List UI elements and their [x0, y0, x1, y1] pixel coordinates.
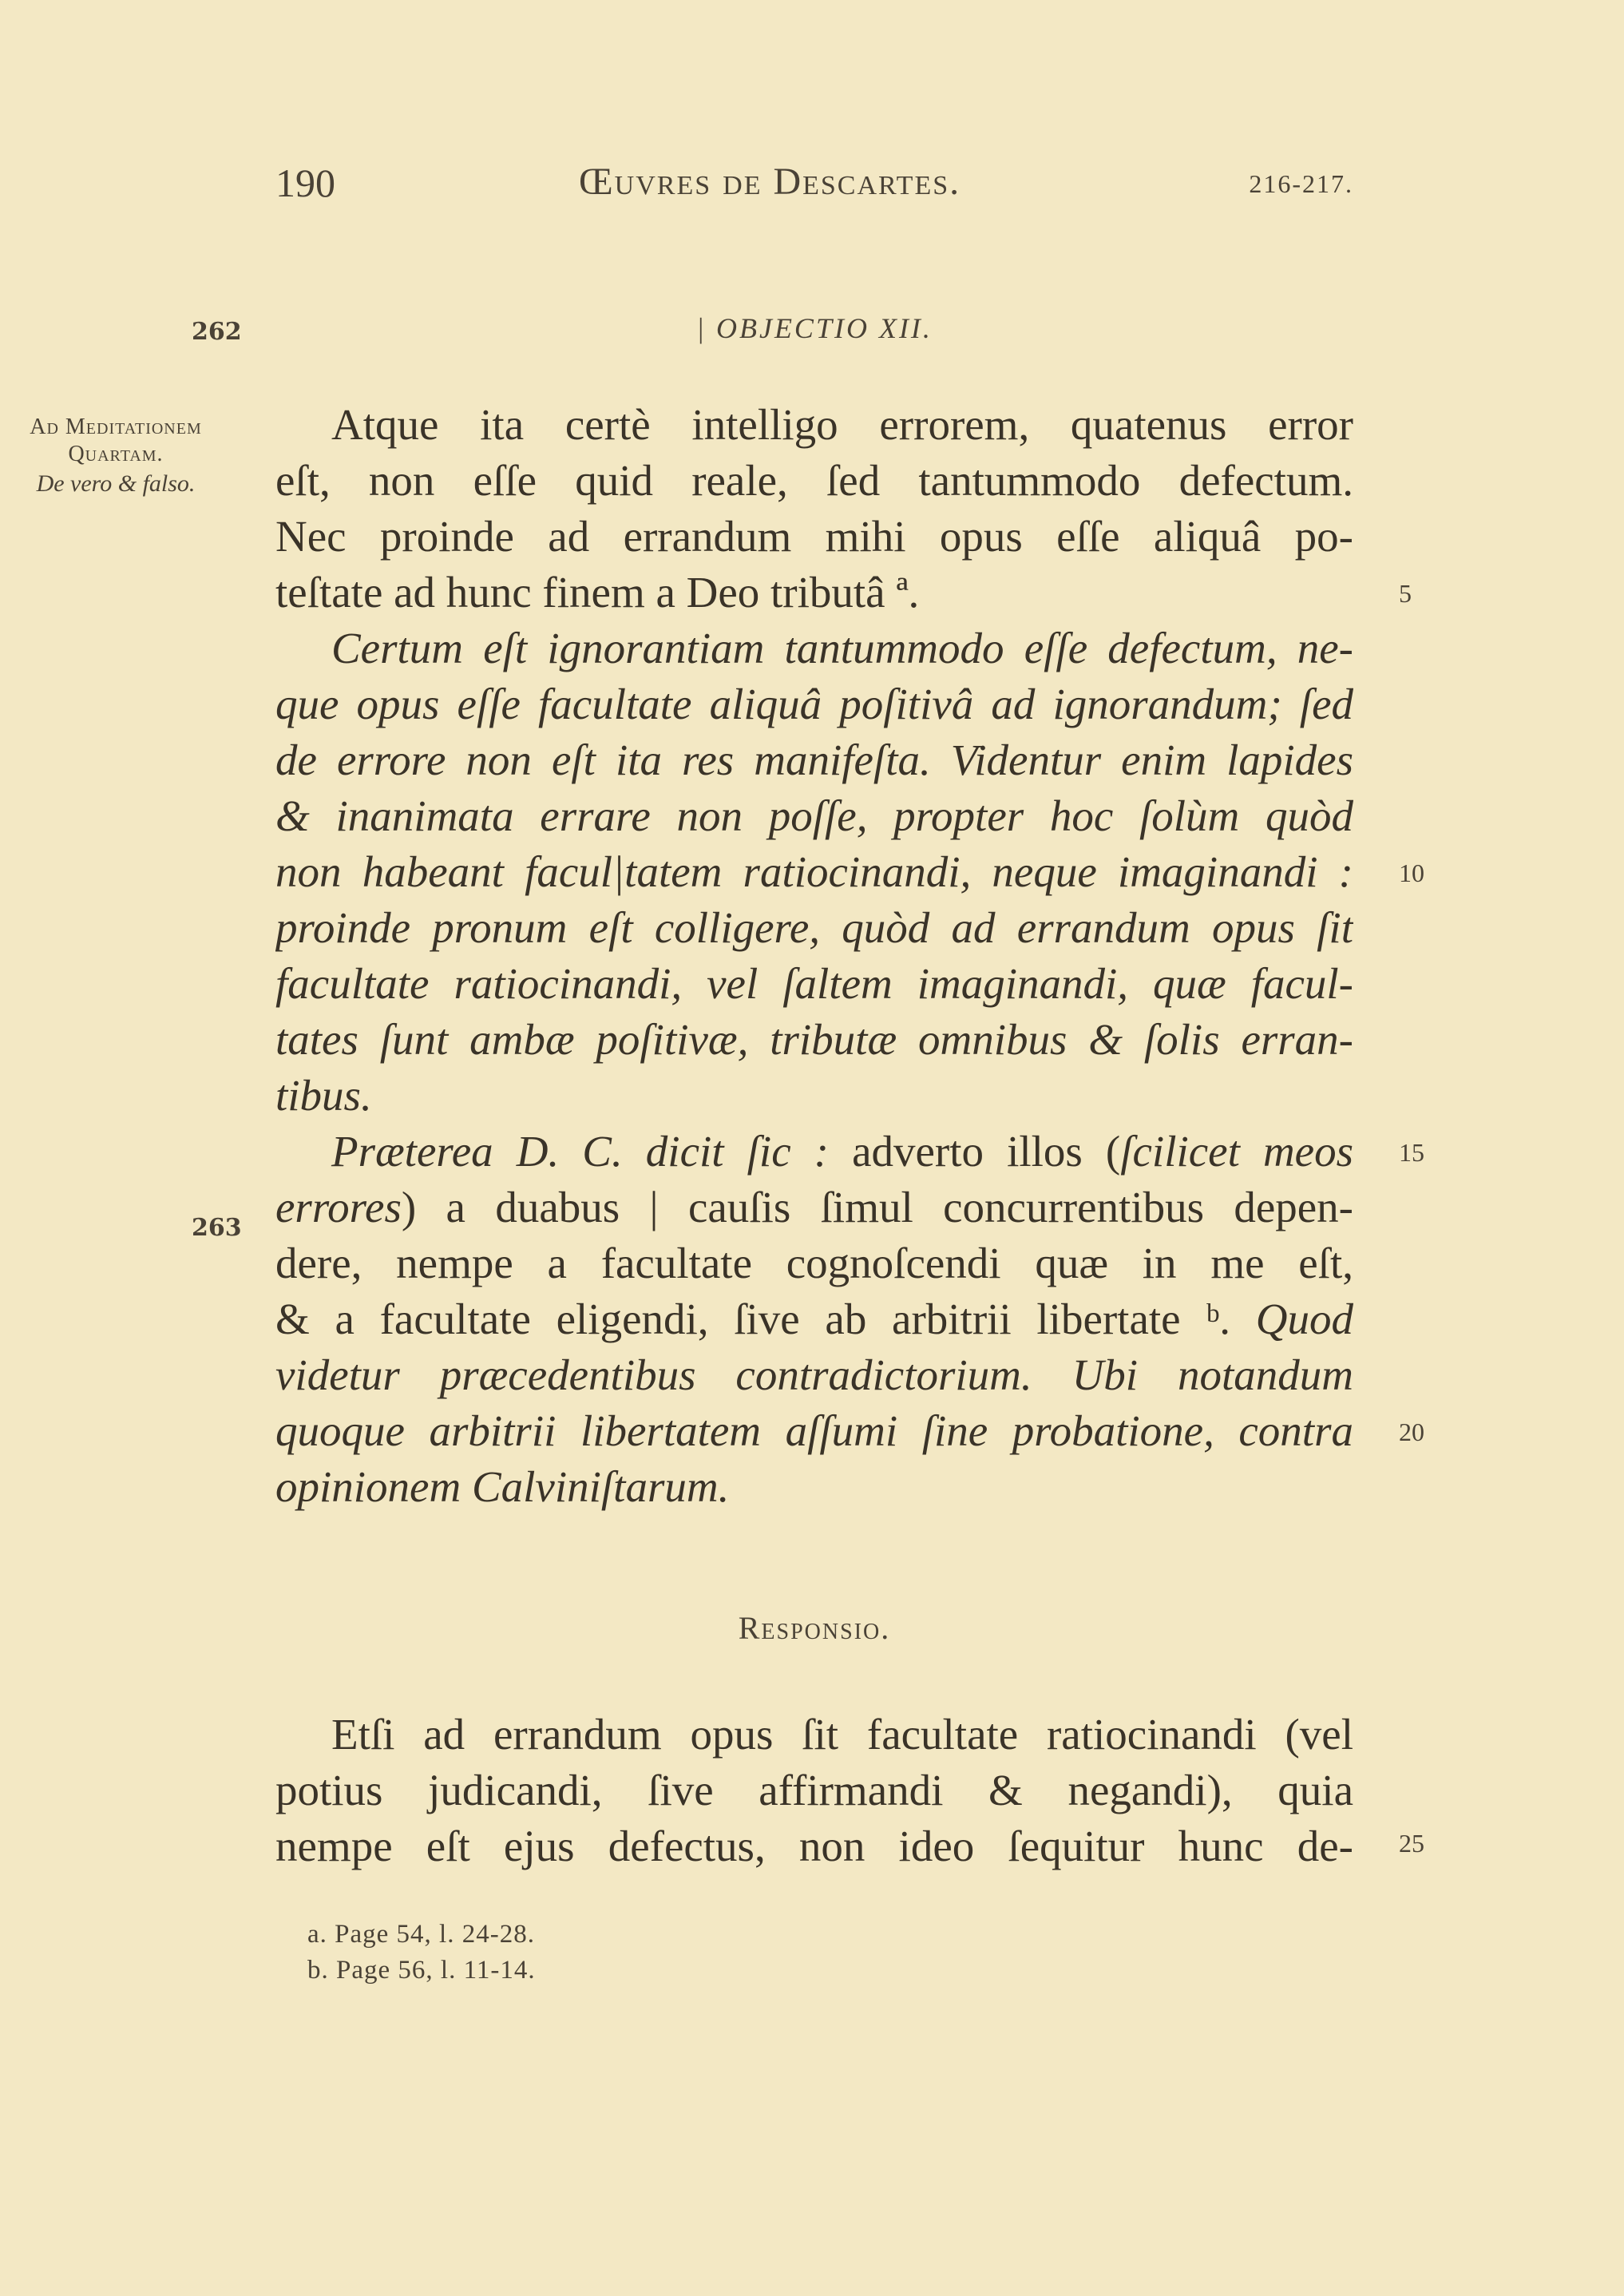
objection-heading: | OBJECTIO XII.	[696, 312, 933, 344]
footnote: b. Page 56, l. 11-14.	[307, 1956, 536, 1985]
text-line	[275, 1294, 1353, 1344]
text-line: videtur præcedentibus contradictorium. Ubi notandum	[275, 1350, 1353, 1399]
text-line: tates ſunt ambæ poſitivæ, tributæ omnibus & ſolis erran-	[275, 1015, 1353, 1064]
text-line: eſt, non eſſe quid reale, ſed tantummodo defectum.	[275, 456, 1353, 505]
line-number: 20	[1399, 1418, 1424, 1446]
footnotes	[307, 1917, 536, 1989]
text-span: Præterea D. C. dicit ſic :	[331, 1127, 829, 1176]
sidenote-line: De vero & falso.	[36, 470, 196, 497]
text-line: que opus eſſe facultate aliquâ poſitivâ ad ignorandum; ſed	[275, 680, 1353, 728]
text-line: Certum eſt ignorantiam tantummodo eſſe defectum, ne-	[331, 624, 1353, 672]
text-line	[275, 1182, 1353, 1232]
margin-page-ref: 262	[192, 318, 242, 346]
text-line: Etſi ad errandum opus ſit facultate ratiocinandi (vel	[331, 1710, 1353, 1759]
page-range: 216-217.	[1249, 169, 1353, 198]
running-header	[275, 160, 1353, 216]
text-line: teſtate ad hunc finem a Deo tributâ ª.	[275, 568, 920, 617]
responsio-title: Responsio.	[738, 1610, 891, 1646]
text-line: tibus.	[275, 1071, 372, 1120]
text-span: Quod	[1230, 1295, 1353, 1343]
text-line: nempe eſt ejus defectus, non ideo ſequitur hunc de-	[275, 1822, 1353, 1870]
text-line: & inanimata errare non poſſe, propter hoc ſolùm quòd	[275, 791, 1353, 840]
text-line: Atque ita certè intelligo errorem, quatenus error	[331, 400, 1353, 449]
line-number: 15	[1399, 1138, 1424, 1167]
text-line: potius judicandi, ſive affirmandi & negandi), quia	[275, 1766, 1353, 1814]
line-number: 10	[1399, 859, 1424, 887]
text-span: errores	[275, 1183, 402, 1231]
sidenote	[0, 414, 232, 500]
text-line	[275, 1126, 1353, 1176]
text-line: proinde pronum eſt colligere, quòd ad errandum opus ſit	[275, 903, 1353, 952]
footnote: a. Page 54, l. 24-28.	[307, 1920, 535, 1949]
text-span: ) a duabus | cauſis ſimul concurrentibus depen-	[401, 1183, 1353, 1231]
text-line: opinionem Calviniſtarum.	[275, 1462, 730, 1511]
text-line: de errore non eſt ita res manifeſta. Videntur enim lapides	[275, 736, 1353, 784]
margin-page-ref: 263	[192, 1214, 242, 1242]
running-title: Œuvres de Descartes.	[579, 161, 961, 203]
sidenote-line: Quartam.	[68, 442, 164, 466]
text-span: adverto illos (	[829, 1127, 1121, 1176]
text-span: & a facultate eligendi, ſive ab arbitrii libertate ᵇ.	[275, 1295, 1231, 1343]
line-number: 5	[1399, 579, 1412, 608]
text-line: quoque arbitrii libertatem aſſumi ſine probatione, contra	[275, 1406, 1353, 1455]
text-line: Nec proinde ad errandum mihi opus eſſe aliquâ po-	[275, 512, 1353, 561]
page-number: 190	[275, 161, 335, 205]
line-number: 25	[1399, 1829, 1424, 1858]
text-line: dere, nempe a facultate cognoſcendi quæ in me eſt,	[275, 1239, 1353, 1287]
text-line: non habeant facul|tatem ratiocinandi, neque imaginandi :	[275, 847, 1353, 896]
text-span: ſcilicet meos	[1120, 1127, 1353, 1176]
sidenote-line: Ad Meditationem	[30, 414, 202, 439]
text-line: facultate ratiocinandi, vel ſaltem imaginandi, quæ facul-	[275, 959, 1353, 1008]
